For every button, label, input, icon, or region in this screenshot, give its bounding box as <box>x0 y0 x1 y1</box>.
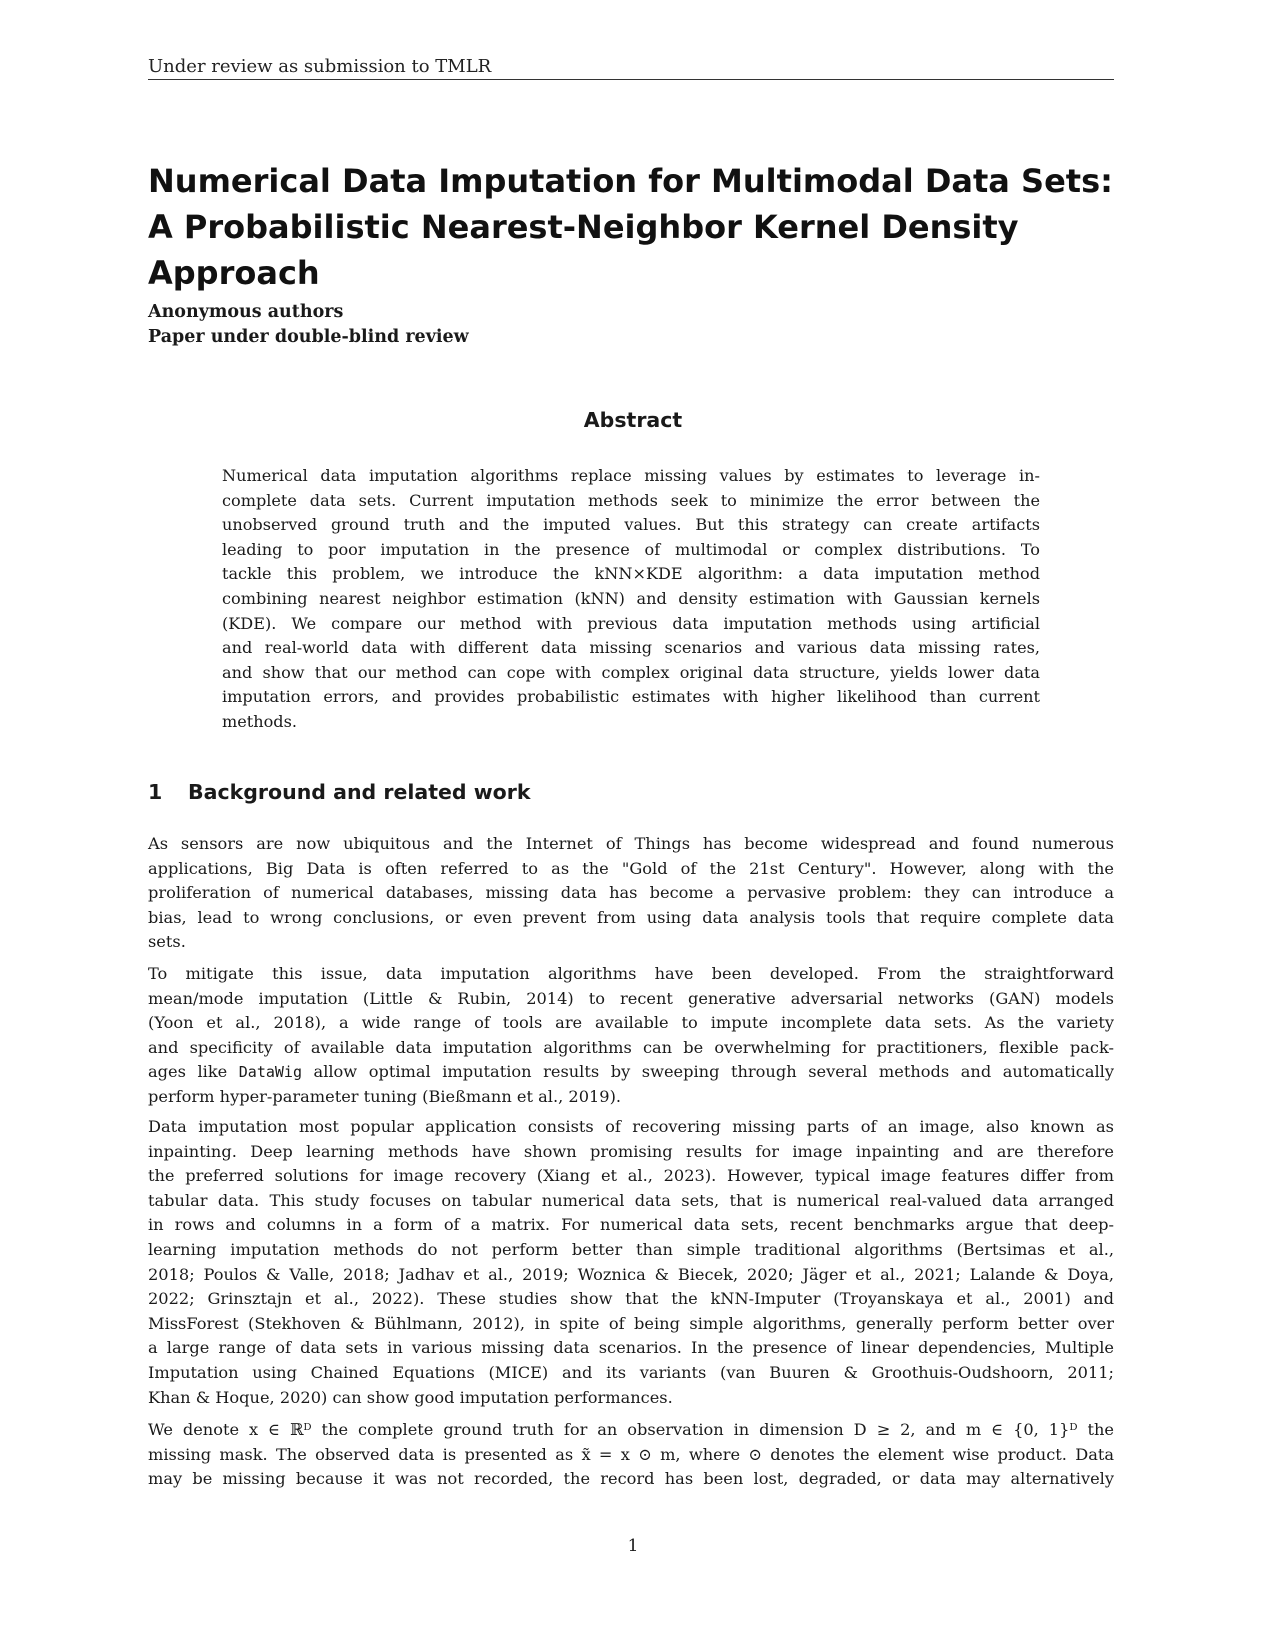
paragraph-line: 2022; Grinsztajn et al., 2022). These studies show that the kNN-Imputer (Troyanskaya et al., 2001) and <box>148 1289 1114 1309</box>
section-heading <box>148 780 531 804</box>
paragraph-line: bias, lead to wrong conclusions, or even prevent from using data analysis tools that require complete data <box>148 907 1114 927</box>
paragraph-line: may be missing because it was not recorded, the record has been lost, degraded, or data may alternatively <box>148 1469 1114 1489</box>
paragraph-line: proliferation of numerical databases, missing data has become a pervasive problem: they can introduce a <box>148 883 1114 903</box>
paragraph-line: and specificity of available data imputation algorithms can be overwhelming for practitioners, flexible pack- <box>148 1037 1114 1057</box>
abstract-line: (KDE). We compare our method with previous data imputation methods using artificial <box>222 613 1040 633</box>
paragraph-2 <box>148 962 1114 1110</box>
paragraph-line: applications, Big Data is often referred to as the "Gold of the 21st Century". However, along with the <box>148 858 1114 878</box>
abstract-line: tackle this problem, we introduce the kNN×KDE algorithm: a data imputation method <box>222 564 1040 584</box>
paragraph-line: inpainting. Deep learning methods have shown promising results for image inpainting and are therefore <box>148 1141 1114 1161</box>
running-header: Under review as submission to TMLR <box>148 56 492 77</box>
paragraph-line: sets. <box>148 932 186 952</box>
paper-title <box>148 158 1128 296</box>
abstract-line: leading to poor imputation in the presence of multimodal or complex distributions. To <box>222 539 1040 559</box>
paragraph-line-with-code: ages like DataWig allow optimal imputation results by sweeping through several methods and automatically <box>148 1062 1114 1082</box>
abstract-line: Numerical data imputation algorithms replace missing values by estimates to leverage in- <box>222 466 1040 485</box>
paragraph-line: mean/mode imputation (Little & Rubin, 2014) to recent generative adversarial networks (GAN) models <box>148 988 1114 1008</box>
paragraph-line: perform hyper-parameter tuning (Bießmann et al., 2019). <box>148 1086 622 1106</box>
authors: Anonymous authors <box>148 302 344 322</box>
paragraph-line: a large range of data sets in various missing data scenarios. In the presence of linear dependencies, Multiple <box>148 1338 1114 1358</box>
paragraph-line: 2018; Poulos & Valle, 2018; Jadhav et al., 2019; Woznica & Biecek, 2020; Jäger et al., 2021; Lalande & Doya, <box>148 1264 1114 1284</box>
paragraph-line: in rows and columns in a form of a matrix. For numerical data sets, recent benchmarks argue that deep- <box>148 1215 1114 1235</box>
paragraph-line: Data imputation most popular application consists of recovering missing parts of an image, also known as <box>148 1117 1114 1136</box>
paragraph-1 <box>148 832 1114 955</box>
paragraph-line: To mitigate this issue, data imputation algorithms have been developed. From the straightforward <box>148 964 1114 983</box>
abstract-line: combining nearest neighbor estimation (kNN) and density estimation with Gaussian kernels <box>222 588 1040 608</box>
paragraph-line: We denote x ∈ ℝᴰ the complete ground truth for an observation in dimension D ≥ 2, and m ∈ {0, 1}ᴰ the <box>148 1420 1114 1439</box>
abstract-line: unobserved ground truth and the imputed values. But this strategy can create artifacts <box>222 515 1040 535</box>
code-term: DataWig <box>238 1063 302 1082</box>
author-block <box>148 300 469 350</box>
page-number: 1 <box>627 1536 639 1556</box>
paragraph-line: tabular data. This study focuses on tabular numerical data sets, that is numerical real-valued data arranged <box>148 1190 1114 1210</box>
title-line-2: A Probabilistic Nearest-Neighbor Kernel Density Approach <box>148 208 1019 292</box>
paragraph-line: missing mask. The observed data is presented as x̃ = x ⊙ m, where ⊙ denotes the element wise product. Data <box>148 1444 1114 1464</box>
paragraph-4 <box>148 1418 1114 1492</box>
header-rule <box>148 79 1114 80</box>
abstract-line: complete data sets. Current imputation methods seek to minimize the error between the <box>222 490 1040 510</box>
paragraph-3 <box>148 1115 1114 1410</box>
paragraph-line: Khan & Hoque, 2020) can show good imputation performances. <box>148 1387 673 1407</box>
paragraph-line: As sensors are now ubiquitous and the Internet of Things has become widespread and found numerous <box>148 834 1114 853</box>
abstract-line: methods. <box>222 711 297 731</box>
abstract-heading: Abstract <box>583 408 683 432</box>
section-number: 1 <box>148 780 163 804</box>
abstract-line: and show that our method can cope with complex original data structure, yields lower data <box>222 662 1040 682</box>
abstract-line: imputation errors, and provides probabilistic estimates with higher likelihood than current <box>222 687 1040 707</box>
title-line-1: Numerical Data Imputation for Multimodal Data Sets: <box>148 162 1113 200</box>
abstract-text <box>222 464 1040 735</box>
paragraph-line: the preferred solutions for image recovery (Xiang et al., 2023). However, typical image features differ from <box>148 1166 1114 1186</box>
abstract-line: and real-world data with different data missing scenarios and various data missing rates, <box>222 638 1040 658</box>
section-title: Background and related work <box>188 780 531 804</box>
review-note: Paper under double-blind review <box>148 327 469 347</box>
paragraph-line: Imputation using Chained Equations (MICE) and its variants (van Buuren & Groothuis-Oudshoorn, 2011; <box>148 1362 1114 1382</box>
paragraph-line: (Yoon et al., 2018), a wide range of tools are available to impute incomplete data sets. As the variety <box>148 1013 1114 1033</box>
paragraph-line: MissForest (Stekhoven & Bühlmann, 2012), in spite of being simple algorithms, generally perform better over <box>148 1313 1114 1333</box>
paragraph-line: learning imputation methods do not perform better than simple traditional algorithms (Bertsimas et al., <box>148 1239 1114 1259</box>
